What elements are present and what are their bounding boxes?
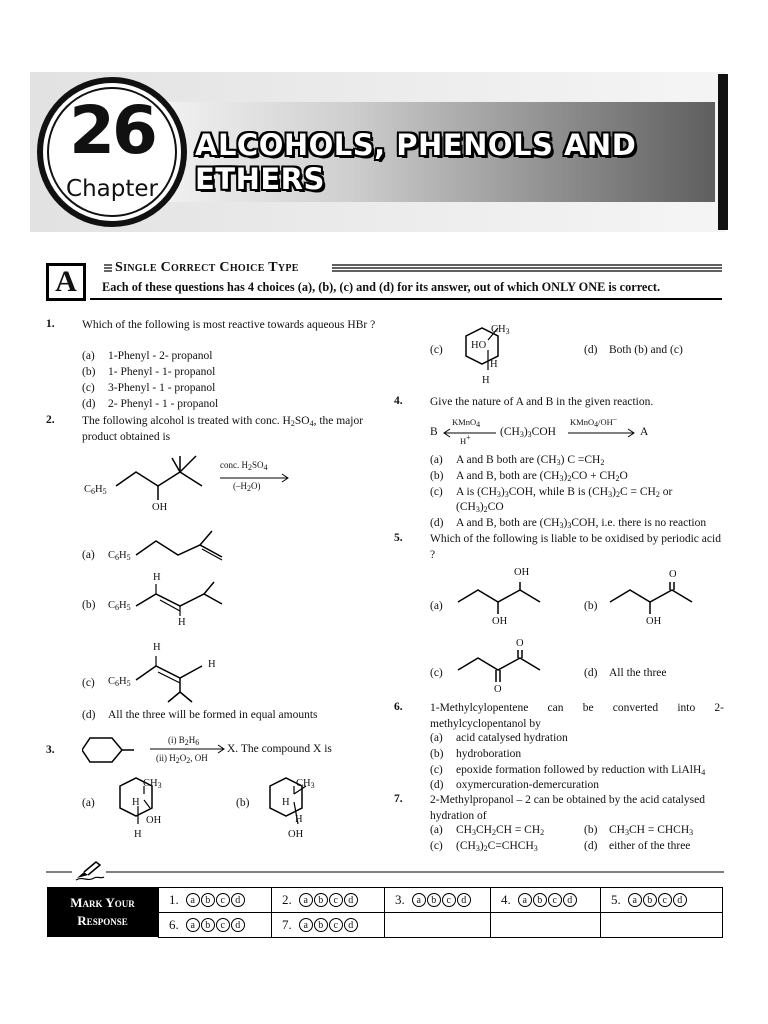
response-cell [600,887,723,913]
mark-your-response-label: Mark Your Response [47,887,158,937]
option-text: 1- Phenyl - 1- propanol [108,366,216,378]
reagent-top: (i) $B_2H_6$ [168,735,200,747]
option-text: 1-Phenyl - 2- propanol [108,350,213,362]
answer-bubble[interactable]: d [563,893,577,907]
response-question-number: 2. [282,892,292,907]
answer-bubble[interactable]: d [673,893,687,907]
option-label: (c) [82,382,95,394]
option-label: (a) [82,549,95,561]
answer-bubble[interactable]: b [643,893,657,907]
option-text: either of the three [609,840,691,852]
reagent-left-bottom: H+ [460,433,471,446]
o-label: O [494,684,502,695]
response-question-number: 7. [282,917,292,932]
h-label: H [132,797,140,808]
option-label: (b) [236,797,250,809]
option-text: oxymercuration-demercuration [456,779,600,791]
response-cell [271,887,385,913]
reaction-a: A [640,426,649,438]
option-label: (b) [430,748,444,760]
answer-bubble[interactable]: c [329,893,343,907]
substituent-label: $C_6H_5$ [108,600,131,612]
chapter-word: Chapter [66,176,158,202]
h-label: H [178,617,186,628]
reaction-center: $(CH_3)_3COH$ [500,426,556,439]
option-label: (a) [430,454,443,466]
question-number: 2. [46,414,55,426]
option-label: (d) [584,667,598,679]
question-stem: X. The compound X is [227,743,332,755]
substituent-label: $C_6H_5$ [108,676,131,688]
oh-label: OH [514,567,530,578]
h-label: H [208,659,216,670]
question-stem: Which of the following is most reactive towards aqueous HBr ? [82,319,376,331]
reagent-right: KMnO$_4$/OH– [570,414,617,429]
answer-bubble[interactable]: a [186,893,200,907]
section-title: Single Correct Choice Type [115,260,299,275]
reagent-bottom: $(-H_2O)$ [233,481,261,493]
response-cell [271,912,385,938]
o-label: O [516,638,524,649]
response-cell [384,887,491,913]
option-b-structure [604,580,714,620]
option-label: (d) [430,779,444,791]
answer-bubble[interactable]: a [186,918,200,932]
option-label: (a) [430,600,443,612]
answer-bubble[interactable]: d [344,893,358,907]
option-text: A and B both are $(CH_3)$ $C =CH_2$ [456,454,605,467]
reagent-top: conc. $H_2SO_4$ [220,460,268,472]
pen-icon [74,860,106,882]
option-label: (c) [82,677,95,689]
response-question-number: 6. [169,917,179,932]
option-text: A and B, both are $(CH_3)_2CO + CH_2O$ [456,470,628,483]
option-text: 2- Phenyl - 1 - propanol [108,398,219,410]
option-a-structure [130,527,240,567]
response-cell-empty [600,912,723,938]
o-label: O [669,569,677,580]
ch3-label: $CH_3$ [143,778,162,790]
answer-bubble[interactable]: b [427,893,441,907]
answer-bubble[interactable]: c [548,893,562,907]
answer-bubble[interactable]: a [412,893,426,907]
h-label: H [490,359,498,370]
response-question-number: 4. [501,892,511,907]
question-number: 3. [46,744,55,756]
option-label: (c) [430,486,443,498]
reagent-bottom: (ii) $H_2O_2$, OH [156,753,208,765]
substituent-label: $C_6H_5$ [84,484,107,496]
h-label: H [134,829,142,840]
answer-bubble[interactable]: b [533,893,547,907]
question-stem: 1-Methylcylopentene can be converted into 2-methylcyclopentanol by [430,702,724,730]
question-stem: 2-Methylpropanol – 2 can be obtained by the acid catalysed hydration of [430,794,705,822]
option-label: (a) [430,732,443,744]
chapter-title: ALCOHOLS, PHENOLS AND ETHERS [195,128,637,196]
h-label: H [295,814,303,825]
question-number: 7. [394,793,403,805]
response-question-number: 1. [169,892,179,907]
question-number: 1. [46,318,55,330]
option-label: (d) [430,517,444,529]
option-label: (a) [82,797,95,809]
option-label: (d) [584,344,598,356]
option-text: hydroboration [456,748,522,760]
response-cell-empty [384,912,491,938]
response-cell [158,887,272,913]
answer-bubble[interactable]: b [314,893,328,907]
option-label: (b) [584,600,598,612]
option-label: (b) [430,470,444,482]
h-label: H [482,375,490,386]
option-label: (d) [584,840,598,852]
option-text: A is $(CH_3)_3COH$, while B is $(CH_3)_2C = CH_2$ or [456,486,673,499]
option-label: (c) [430,344,443,356]
oh-label: OH [152,502,168,513]
option-text: All the three [609,667,667,679]
h-label: H [153,572,161,583]
answer-bubble[interactable]: d [457,893,471,907]
option-text: $(CH_3)_2CO$ [456,501,504,514]
option-label: (d) [82,709,96,721]
answer-bubble[interactable]: b [201,893,215,907]
option-label: (d) [82,398,96,410]
substituent-label: $C_6H_5$ [108,550,131,562]
reagent-left: KMnO$_4$ [452,417,481,429]
reaction-b: B [430,426,438,438]
option-label: (b) [584,824,598,836]
ch3-label: $CH_3$ [491,324,510,336]
answer-bubble[interactable]: a [518,893,532,907]
chapter-number: 26 [69,92,155,169]
answer-bubble[interactable]: d [231,893,245,907]
option-text: $(CH_3)_2C=CHCH_3$ [456,840,538,853]
oh-label: OH [646,616,662,627]
answer-bubble[interactable]: a [299,893,313,907]
option-label: (c) [430,840,443,852]
option-text: All the three will be formed in equal amounts [108,709,318,721]
answer-bubble[interactable]: a [628,893,642,907]
option-c-structure [452,648,562,692]
answer-bubble[interactable]: d [344,918,358,932]
response-cell-empty [490,912,601,938]
ch3-label: $CH_3$ [296,778,315,790]
option-label: (a) [430,824,443,836]
option-c-structure [454,320,524,380]
response-divider [46,860,726,882]
response-question-number: 3. [395,892,405,907]
answer-bubble[interactable]: c [329,918,343,932]
option-label: (b) [82,599,96,611]
option-text: epoxide formation followed by reduction with LiAlH$_4$ [456,764,706,777]
question-stem: Give the nature of A and B in the given reaction. [430,396,654,408]
question-stem: Which of the following is liable to be oxidised by periodic acid ? [430,533,721,561]
section-letter-box: A [46,263,86,301]
reactant-structure [82,730,242,770]
question-number: 4. [394,395,403,407]
option-text: Both (b) and (c) [609,344,683,356]
oh-label: OH [492,616,508,627]
question-number: 5. [394,532,403,544]
oh-label: OH [146,815,162,826]
answer-bubble[interactable]: b [201,918,215,932]
option-label: (a) [82,350,95,362]
answer-bubble[interactable]: c [216,893,230,907]
ho-label: HO [471,340,487,351]
answer-bubble[interactable]: d [231,918,245,932]
h-label: H [282,797,290,808]
h-label: H [153,642,161,653]
question-number: 6. [394,701,403,713]
option-text: $CH_3CH$ = $CHCH_3$ [609,824,694,837]
response-question-number: 5. [611,892,621,907]
option-label: (c) [430,764,443,776]
answer-bubble[interactable]: c [442,893,456,907]
answer-bubble[interactable]: a [299,918,313,932]
option-label: (c) [430,667,443,679]
option-text: acid catalysed hydration [456,732,568,744]
response-cell [158,912,272,938]
option-a-structure [452,580,562,620]
option-text: $CH_3CH_2CH = CH_2$ [456,824,545,837]
answer-bubble[interactable]: c [658,893,672,907]
option-text: 3-Phenyl - 1 - propanol [108,382,216,394]
option-text: A and B, both are $(CH_3)_3COH$, i.e. there is no reaction [456,517,707,530]
oh-label: OH [288,829,304,840]
answer-bubble[interactable]: c [216,918,230,932]
question-stem: The following alcohol is treated with conc. $H_2SO_4$, the major product obtained is [82,415,364,443]
section-description: Each of these questions has 4 choices (a), (b), (c) and (d) for its answer, out of which ONLY ONE is correct. [102,280,661,294]
option-label: (b) [82,366,96,378]
answer-bubble[interactable]: b [314,918,328,932]
response-cell [490,887,601,913]
option-b-structure [258,776,328,836]
